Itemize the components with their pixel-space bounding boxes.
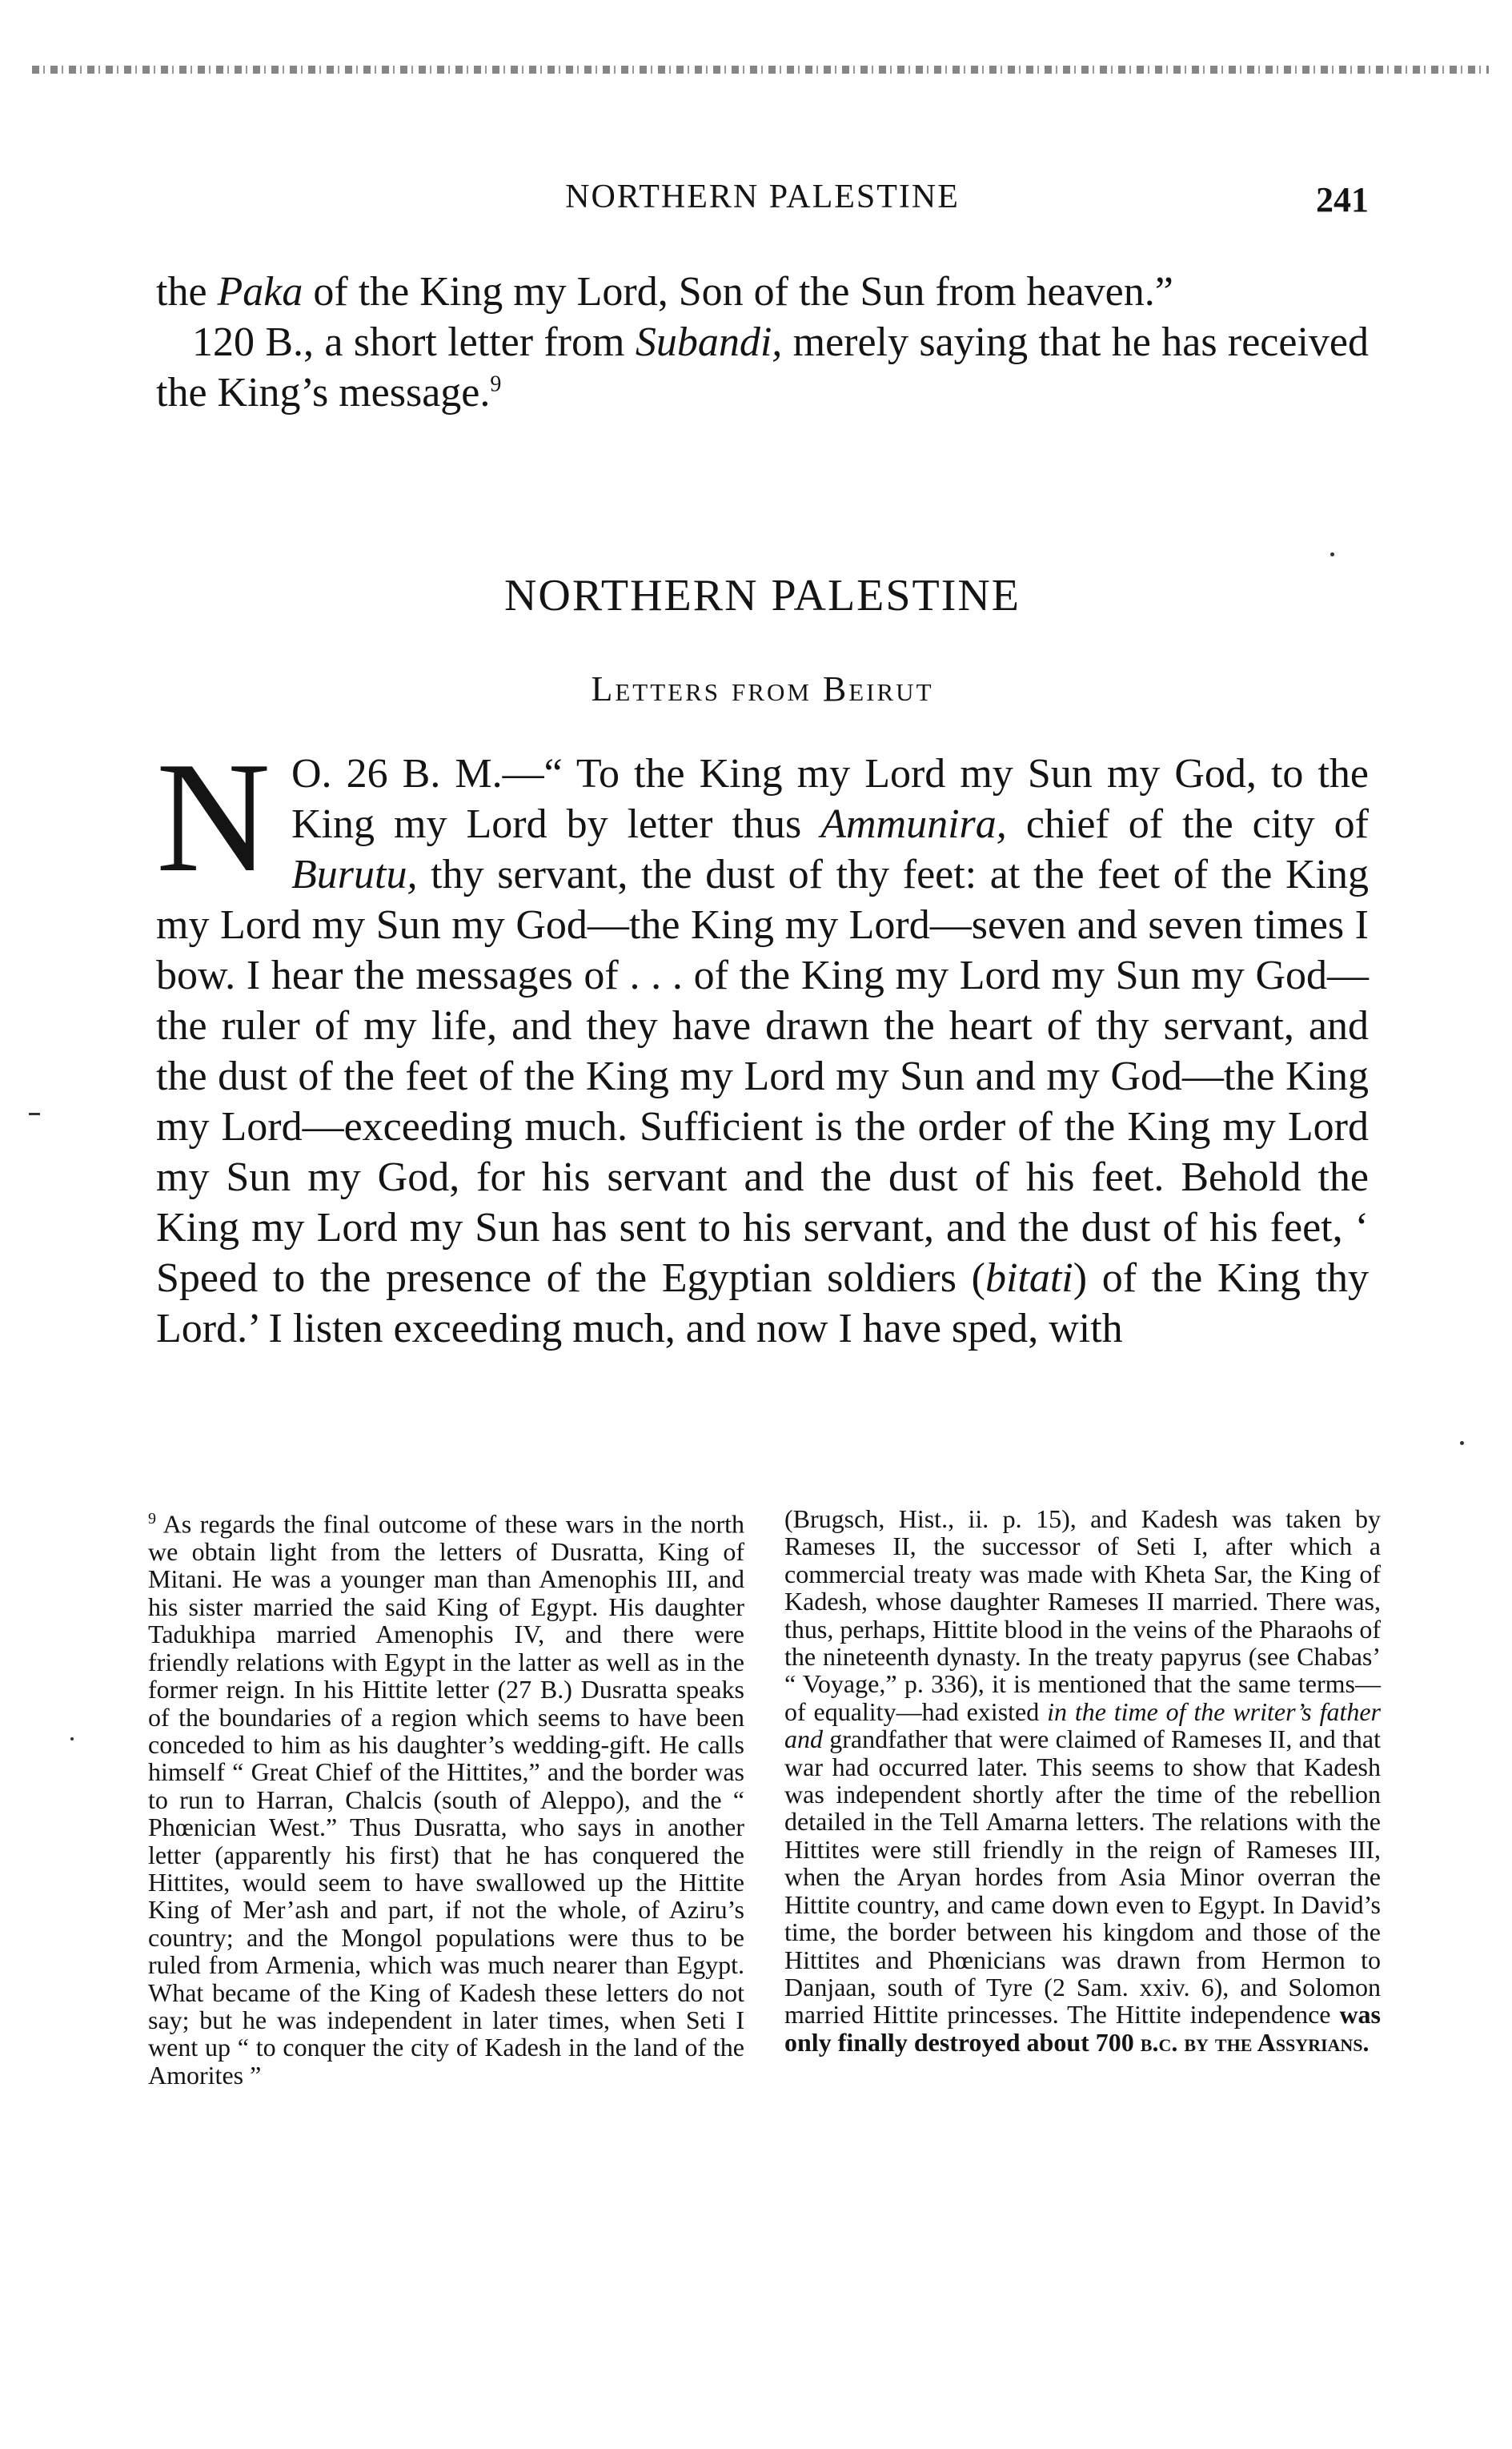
footnote-reference[interactable]: 9	[490, 371, 502, 397]
footnotes	[148, 1505, 1381, 2089]
section-subtitle: Letters from Beirut	[591, 669, 934, 709]
letter-body: N O. 26 B. M.—“ To the King my Lord my Sun my God, to the King my Lord by letter thus Ammunira, chief of the city of Burutu, thy servant, the dust of thy feet: at the feet of the King my Lord my Sun my God—the King my Lord—seven and seven times I bow. I hear the messages of . . . of the King my Lord my Sun my God—the ruler of my life, and they have drawn the heart of thy servant, and the dust of the feet of the King my Lord my Sun and my God—the King my Lord—exceeding much. Sufficient is the order of the King my Lord my Sun my God, for his servant and the dust of his feet. Behold the King my Lord my Sun has sent to his servant, and the dust of his feet, ‘ Speed to the presence of the Egyptian soldiers (bitati) of the King thy Lord.’ I listen exceeding much, and now I have sped, with	[156, 729, 1370, 1351]
term-italic: Paka	[217, 269, 303, 315]
footnote-column-left	[148, 1505, 744, 2089]
margin-mark	[1330, 552, 1334, 556]
emphasis-bold: b.c. by the Assyrians.	[1140, 2027, 1370, 2057]
footnote-text: (Brugsch, Hist., ii. p. 15), and Kadesh was taken by Rameses II, the successor of Seti I, after which a commercial treaty was made with Kheta Sar, the King of Kadesh, whose daughter Rameses II married. There was, thus, perhaps, Hittite blood in the veins of the Pharaohs of the nineteenth dynasty. In the treaty papyrus (see Chabas’ “ Voyage,” p. 336), it is mentioned that the same terms—of equality—had existed in the time of the writer’s father and grandfather that were claimed of Rameses II, and that war had occurred later. This seems to show that Kadesh was independent shortly after the time of the rebellion detailed in the Tell Amarna letters. The relations with the Hittites were still friendly in the reign of Rameses III, when the Aryan hordes from Asia Minor overran the Hittite country, and came down even to Egypt. In David’s time, the border between his kingdom and those of the Hittites and Phœnicians was drawn from Hermon to Danjaan, south of Tyre (2 Sam. xxiv. 6), and Solomon married Hittite princesses. The Hittite independence was only finally destroyed about 700 b.c. by the Assyrians.	[784, 1504, 1382, 2057]
name-italic: Ammunira,	[820, 801, 1007, 847]
margin-mark	[1460, 1441, 1464, 1445]
footnote-marker: 9	[148, 1510, 156, 1528]
paragraph: the Paka of the King my Lord, Son of the Sun from heaven.”	[156, 269, 1173, 315]
page-number: 241	[1316, 180, 1369, 219]
top-edge-print-artifact	[32, 66, 1489, 74]
name-italic: Burutu,	[291, 852, 418, 897]
drop-cap: N	[156, 729, 271, 905]
section-title: NORTHERN PALESTINE	[503, 571, 1021, 620]
opening-text	[156, 267, 1369, 418]
running-title: NORTHERN PALESTINE	[565, 179, 960, 215]
margin-mark	[70, 1737, 74, 1740]
emphasis-bold: was only finally destroyed about 700	[784, 2000, 1381, 2057]
paragraph: 120 B., a short letter from Subandi, merely saying that he has received the King’s message.$^9$	[156, 319, 1369, 416]
footnote-column-right	[784, 1505, 1381, 2089]
footnote-text: $^9$ As regards the final outcome of these wars in the north we obtain light from the letters of Dusratta, King of Mitani. He was a younger man than Amenophis III, and his sister married the said King of Egypt. His daughter Tadukhipa married Amenophis IV, and there were friendly relations with Egypt in the latter as well as in the former reign. In his Hittite letter (27 B.) Dusratta speaks of the boundaries of a region which seems to have been conceded to him as his daughter’s wedding-gift. He calls himself “ Great Chief of the Hittites,” and the border was to run to Harran, Chalcis (south of Aleppo), and the “ Phœnician West.” Thus Dusratta, who says in another letter (apparently his first) that he has conquered the Hittites, would seem to have swallowed up the Hittite King of Mer’ash and part, if not the whole, of Aziru’s country; and the Mongol populations were thus to be ruled from Armenia, which was much nearer than Egypt. What became of the King of Kadesh these letters do not say; but he was independent in later times, when Seti I went up “ to conquer the city of Kadesh in the land of the Amorites ”	[148, 1509, 745, 2090]
running-head	[156, 178, 1369, 226]
emphasis-italic: in the time of the writer’s father and	[784, 1696, 1382, 1754]
name-italic: Subandi,	[635, 319, 783, 365]
term-italic: bitati	[985, 1255, 1073, 1301]
margin-mark	[29, 1113, 40, 1115]
